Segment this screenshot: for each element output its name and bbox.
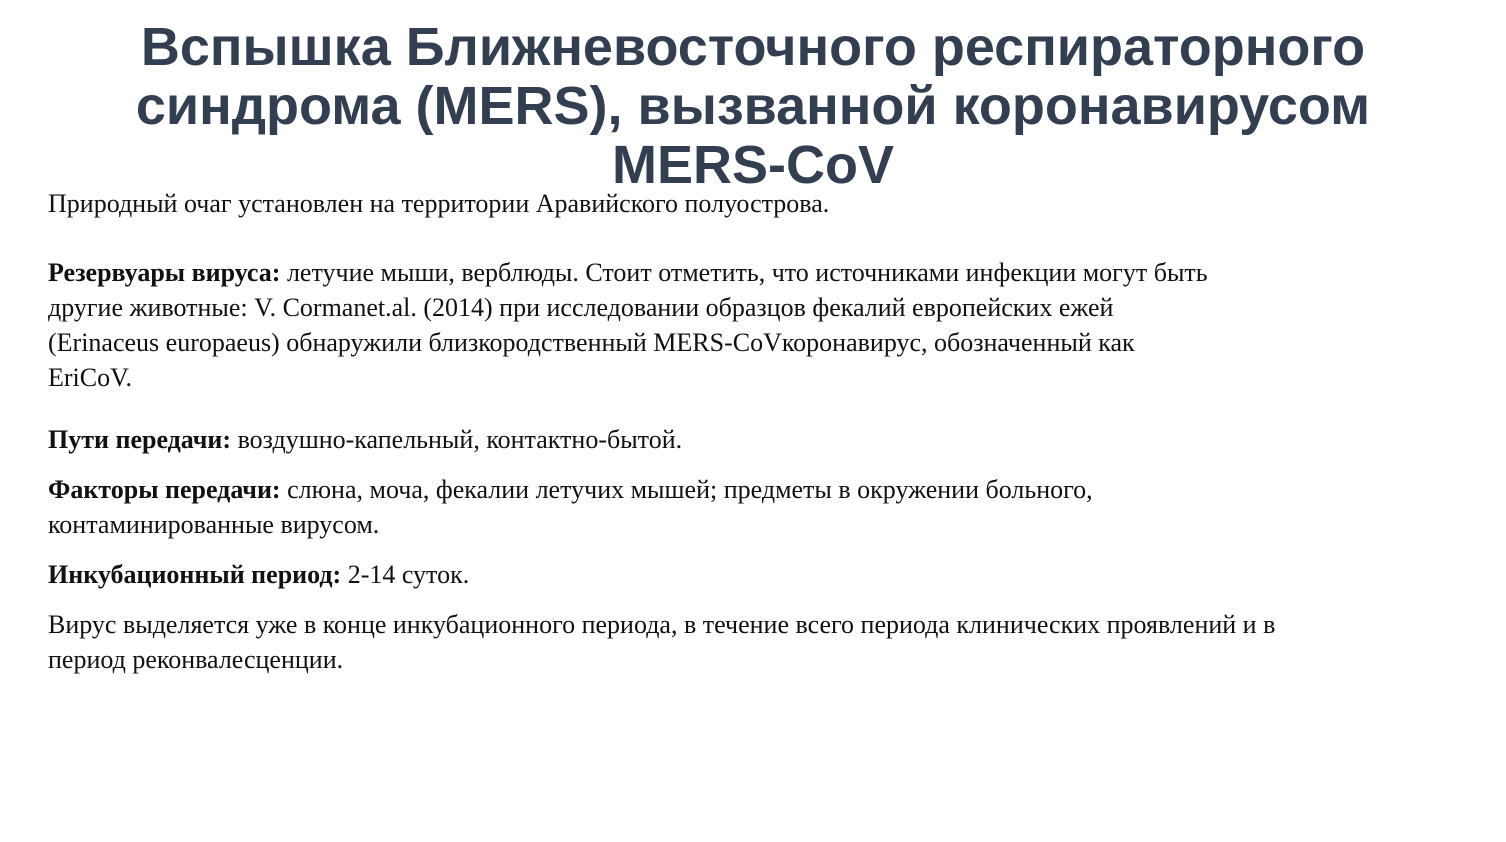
factors-line-1 (48, 472, 1468, 507)
title-line-1: Вспышка Ближневосточного респираторного (140, 17, 1366, 77)
title-line-3: MERS-CoV (612, 135, 894, 195)
paragraph-incubation (48, 557, 1468, 592)
shedding-line-2: период реконвалесценции. (48, 645, 344, 674)
paragraph-routes (48, 422, 1468, 457)
factors-label: Факторы передачи: (48, 475, 281, 504)
routes-label: Пути передачи: (48, 425, 232, 454)
reservoirs-line-2: другие животные: V. Cormanet.al. (2014) при исследовании образцов фекалий европейских ежей (48, 293, 1114, 322)
paragraph-shedding (48, 607, 1468, 677)
shedding-line-1: Вирус выделяется уже в конце инкубационного периода, в течение всего периода клинических проявлений и в (48, 610, 1276, 639)
paragraph-factors (48, 472, 1468, 542)
reservoirs-line-1 (48, 255, 1468, 290)
title-line-2: синдрома (MERS), вызванной коронавирусом (135, 76, 1371, 136)
paragraph-reservoirs (48, 255, 1468, 395)
reservoirs-label: Резервуары вируса: (48, 258, 281, 287)
reservoirs-line-4: EriCoV. (48, 363, 133, 392)
reservoirs-line-3: (Erinaceus europaeus) обнаружили близкородственный MERS-CoVкоронавирус, обозначенный как (48, 328, 1135, 357)
slide-body (48, 186, 1468, 677)
routes-text: воздушно-капельный, контактно-бытой. (231, 425, 683, 454)
paragraph-natural-focus: Природный очаг установлен на территории Аравийского полуострова. (48, 189, 830, 218)
factors-text-1: слюна, моча, фекалии летучих мышей; предметы в окружении больного, (280, 475, 1093, 504)
incubation-label: Инкубационный период: (48, 560, 342, 589)
factors-line-2: контаминированные вирусом. (48, 510, 380, 539)
incubation-text: 2-14 суток. (341, 560, 470, 589)
reservoirs-text-1: летучие мыши, верблюды. Стоит отметить, что источниками инфекции могут быть (280, 258, 1208, 287)
slide-title (0, 18, 1506, 195)
